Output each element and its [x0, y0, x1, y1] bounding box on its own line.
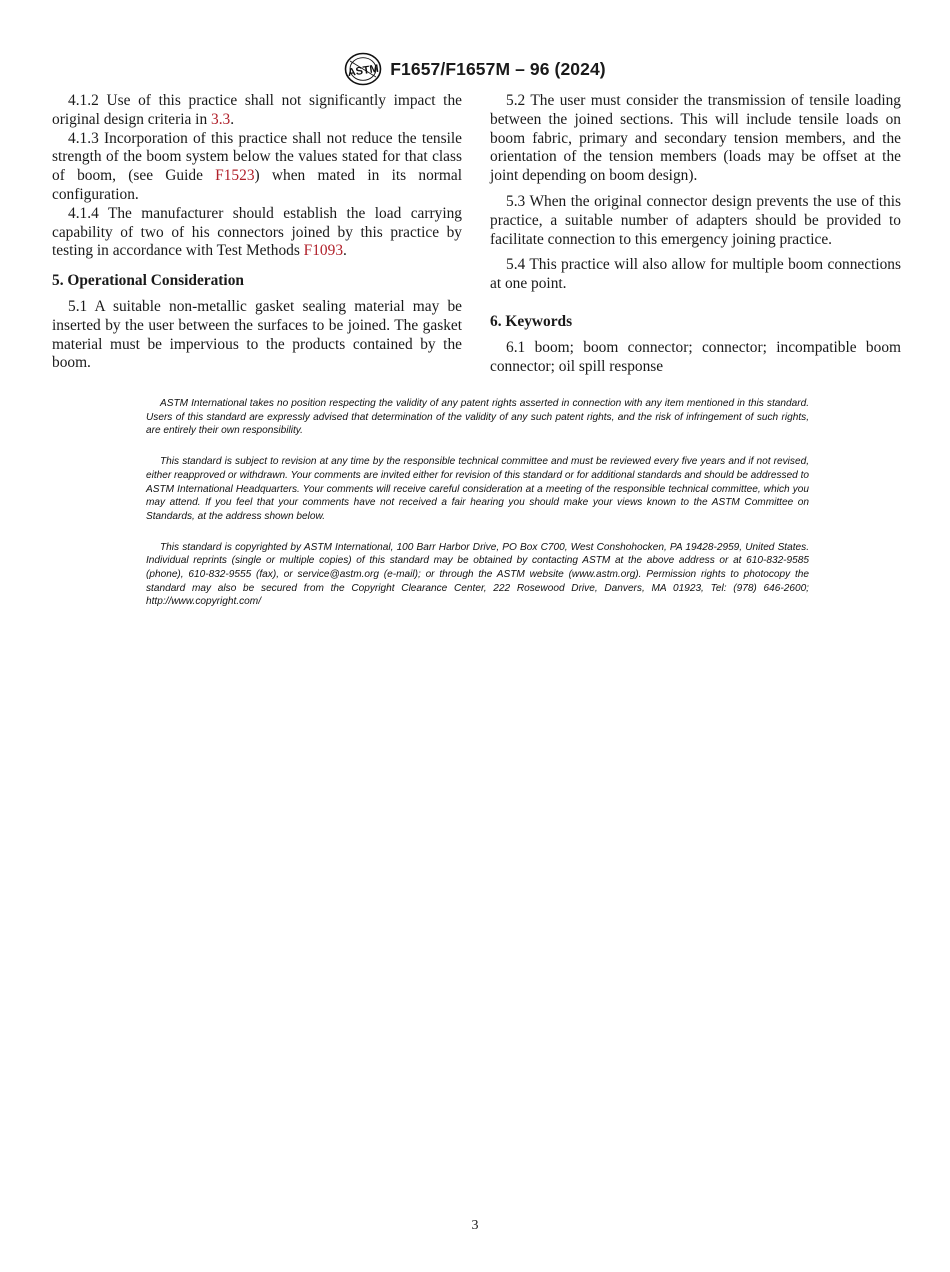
- paragraph-4-1-4: 4.1.4 The manufacturer should establish the load carrying capability of two of his connectors joined by this practice by testing in accordance with Test Methods F1093.: [52, 204, 462, 260]
- astm-logo-icon: [344, 52, 382, 86]
- paragraph-5-2: 5.2 The user must consider the transmission of tensile loading between the joined sections. This will include tensile loads on boom fabric, primary and secondary tension members, and the orientation of the tension members (loads may be offset at the joint depending on boom design).: [490, 92, 901, 185]
- copyright-notice: This standard is copyrighted by ASTM International, 100 Barr Harbor Drive, PO Box C700, West Conshohocken, PA 19428-2959, United States. Individual reprints (single or multiple copies) of this standard may be obtained by contacting ASTM at the above address or at 610-832-9585 (phone), 610-832-9555 (fax), or service@astm.org (e-mail); or through the ASTM website (www.astm.org). Permission rights to photocopy the standard may also be secured from the Copyright Clearance Center, 222 Rosewood Drive, Danvers, MA 01923, Tel: (978) 646-2600; http://www.copyright.com/: [146, 541, 809, 608]
- legal-notices: [146, 397, 809, 626]
- left-column: [52, 92, 462, 373]
- right-column: [490, 92, 901, 376]
- section-5-heading: 5. Operational Consideration: [52, 272, 244, 290]
- section-6-heading: 6. Keywords: [490, 312, 573, 330]
- paragraph-4-1-3: 4.1.3 Incorporation of this practice shall not reduce the tensile strength of the boom system below the values stated for that class of boom, (see Guide F1523) when mated in its normal configuration.: [52, 129, 462, 203]
- ref-link-3-3[interactable]: 3.3: [211, 110, 231, 128]
- ref-link-f1093[interactable]: F1093: [303, 242, 344, 260]
- paragraph-5-4: 5.4 This practice will also allow for multiple boom connections at one point.: [490, 256, 901, 293]
- paragraph-4-1-2: 4.1.2 Use of this practice shall not significantly impact the original design criteria in 3.3.: [52, 92, 462, 128]
- revision-notice: This standard is subject to revision at any time by the responsible technical committee and must be reviewed every five years and if not revised, either reapproved or withdrawn. Your comments are invited either for revision of this standard or for additional standards and should be addressed to ASTM International Headquarters. Your comments will receive careful consideration at a meeting of the responsible technical committee, which you may attend. If you feel that your comments have not received a fair hearing you should make your views known to the ASTM Committee on Standards, at the address shown below.: [146, 456, 810, 522]
- document-designation: F1657/F1657M – 96 (2024): [390, 58, 606, 79]
- patent-notice: ASTM International takes no position respecting the validity of any patent rights asserted in connection with any item mentioned in this standard. Users of this standard are expressly advised that determination of the validity of any such patent rights, and the risk of infringement of such rights, are entirely their own responsibility.: [146, 398, 809, 437]
- page-number: 3: [471, 1218, 479, 1233]
- paragraph-5-3: 5.3 When the original connector design prevents the use of this practice, a suitable number of adapters should be provided to facilitate connection to this emergency joining practice.: [490, 192, 901, 248]
- ref-link-f1523[interactable]: F1523: [215, 167, 255, 185]
- paragraph-5-1: 5.1 A suitable non-metallic gasket sealing material may be inserted by the user between the surfaces to be joined. The gasket material must be impervious to the products contained by the boom.: [52, 297, 462, 372]
- page-header: [0, 52, 950, 86]
- svg-text:ASTM: ASTM: [347, 62, 380, 80]
- paragraph-6-1: 6.1 boom; boom connector; connector; incompatible boom connector; oil spill response: [490, 338, 901, 375]
